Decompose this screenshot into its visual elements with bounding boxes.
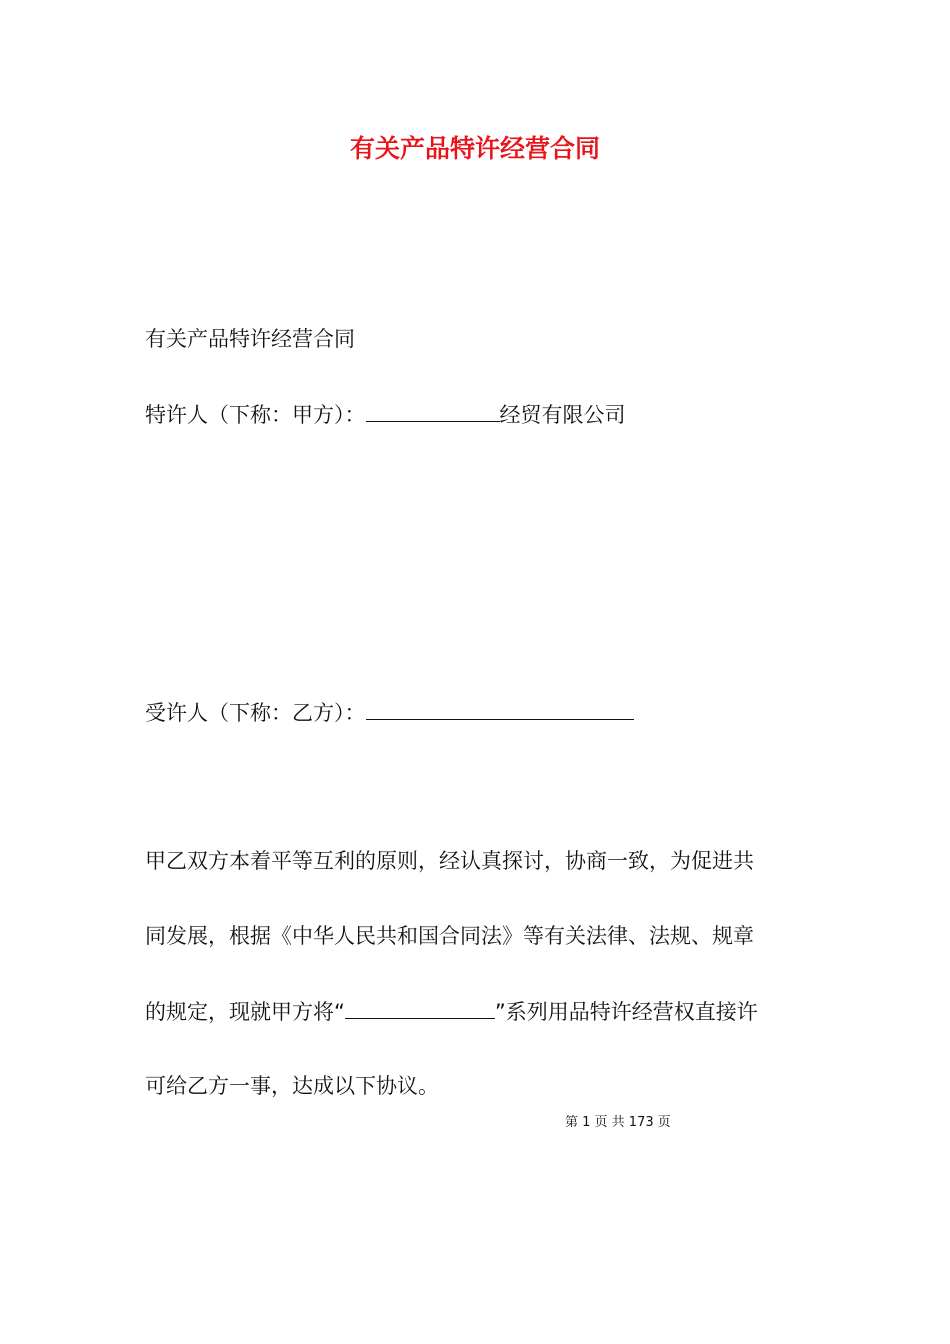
preamble-line-3-start: 的规定，现就甲方将“ — [145, 1000, 345, 1024]
preamble-line-4: 可给乙方一事，达成以下协议。 — [145, 1074, 439, 1098]
party-a-suffix: 经贸有限公司 — [499, 403, 626, 427]
party-b-line — [145, 697, 634, 728]
party-a-blank — [366, 399, 500, 422]
party-a-label: 特许人（下称：甲方）： — [145, 403, 366, 427]
preamble-line-3 — [145, 996, 758, 1027]
party-b-label: 受许人（下称：乙方）： — [145, 701, 366, 725]
party-a-line — [145, 399, 626, 430]
preamble-line-2: 同发展，根据《中华人民共和国合同法》等有关法律、法规、规章 — [145, 924, 754, 948]
party-b-blank — [366, 697, 634, 720]
page-number-footer: 第 1 页 共 173 页 — [565, 1115, 671, 1130]
preamble-line-3-end: ”系列用品特许经营权直接许 — [494, 1000, 758, 1024]
contract-heading: 有关产品特许经营合同 — [145, 327, 355, 351]
preamble-line-1: 甲乙双方本着平等互利的原则，经认真探讨，协商一致，为促进共 — [145, 849, 754, 873]
product-name-blank — [345, 996, 495, 1019]
document-title: 有关产品特许经营合同 — [349, 134, 600, 163]
